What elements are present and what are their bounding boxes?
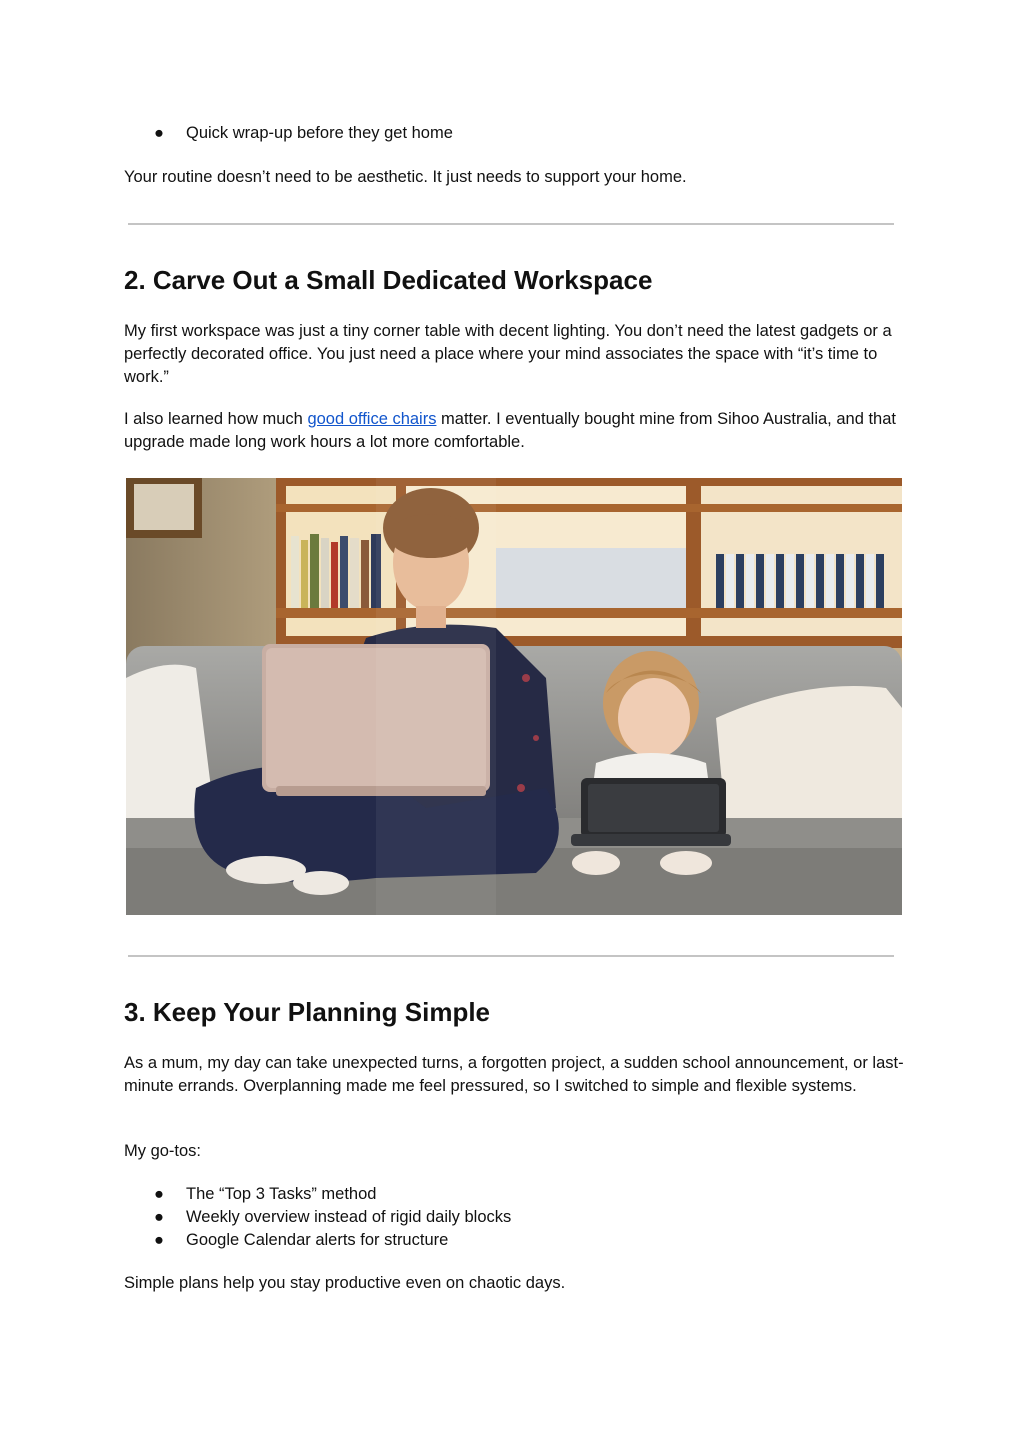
paragraph: As a mum, my day can take unexpected turns, a forgotten project, a sudden school announcement, or last-minute errands. Overplanning made me feel pressured, so I switched to simple and flexible systems. xyxy=(124,1054,904,1095)
list-item-text: The “Top 3 Tasks” method xyxy=(186,1185,377,1203)
bullet-icon: ● xyxy=(154,1231,164,1249)
horizontal-rule xyxy=(128,955,894,957)
horizontal-rule xyxy=(128,223,894,225)
paragraph xyxy=(124,408,904,454)
bullet-icon: ● xyxy=(154,1185,164,1203)
list-item-text: Quick wrap-up before they get home xyxy=(186,124,453,142)
bullet-icon: ● xyxy=(154,1208,164,1226)
paragraph: Your routine doesn’t need to be aesthetic. It just needs to support your home. xyxy=(124,168,687,186)
office-chairs-link[interactable]: good office chairs xyxy=(307,410,437,428)
list-item xyxy=(124,1206,511,1229)
workspace-photo xyxy=(126,478,902,915)
bullet-list xyxy=(124,1183,511,1252)
section-heading: 3. Keep Your Planning Simple xyxy=(124,997,491,1027)
paragraph-text: I also learned how much xyxy=(124,410,308,428)
list-item-text: Weekly overview instead of rigid daily blocks xyxy=(186,1208,512,1226)
section-heading: 2. Carve Out a Small Dedicated Workspace xyxy=(124,265,653,295)
paragraph: My first workspace was just a tiny corner table with decent lighting. You don’t need the latest gadgets or a perfectly decorated office. You just need a place where your mind associates the space with “it’s time to work.” xyxy=(124,322,892,386)
list-item xyxy=(124,1183,511,1206)
paragraph: Simple plans help you stay productive even on chaotic days. xyxy=(124,1274,566,1292)
bullet-icon: ● xyxy=(154,124,164,142)
list-item xyxy=(124,1229,511,1252)
paragraph-text: matter. I eventually bought mine from Sihoo Australia, and that upgrade made long work hours a lot more comfortable. xyxy=(124,410,896,451)
list-item-text: Google Calendar alerts for structure xyxy=(186,1231,449,1249)
paragraph: My go-tos: xyxy=(124,1142,202,1160)
list-item xyxy=(124,122,453,145)
